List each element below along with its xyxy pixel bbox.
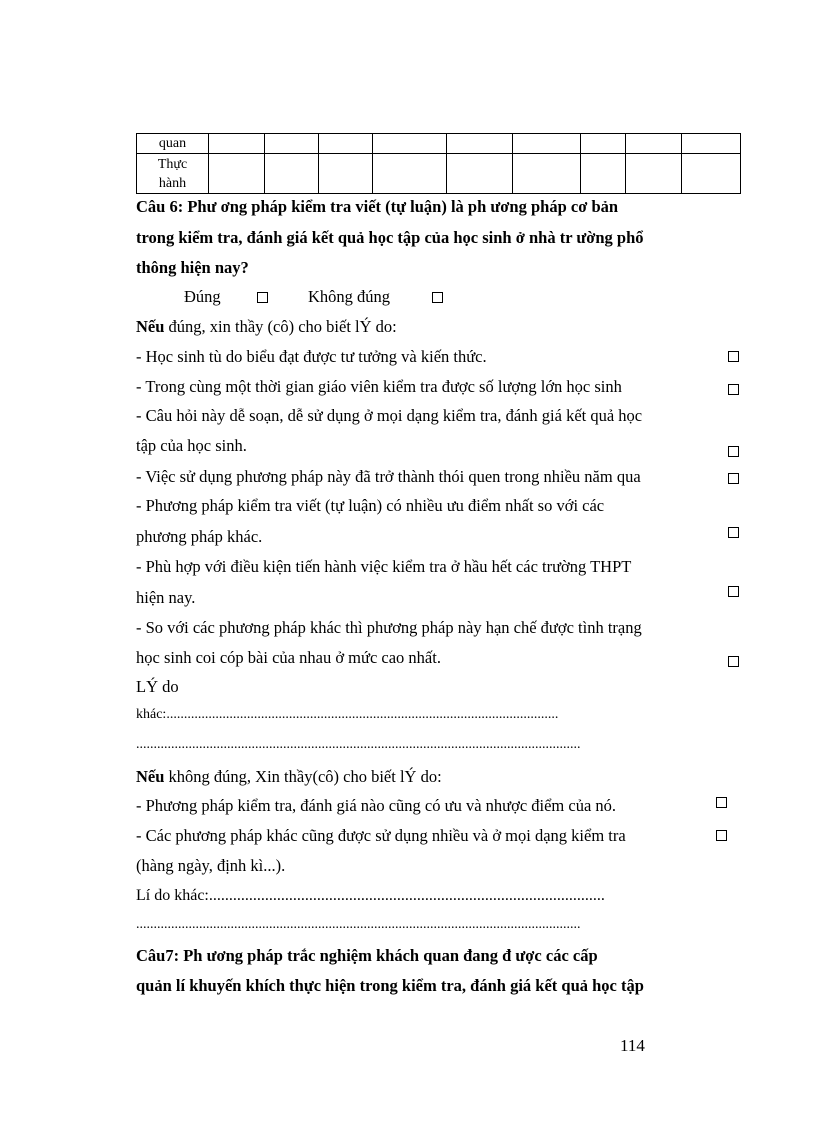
page-number: 114 (620, 1036, 645, 1055)
survey-table (136, 133, 741, 194)
question-6-line-3: thông hiện nay? (136, 258, 249, 277)
no-reason-2-checkbox[interactable] (716, 830, 727, 841)
reason-7-line-2: học sinh coi cóp bài của nhau ở mức cao nhất. (136, 648, 441, 667)
reason-7-line-1: - So với các phương pháp khác thì phương pháp này hạn chế được tình trạng (136, 618, 642, 637)
reason-6-line-1: - Phù hợp với điều kiện tiến hành việc kiểm tra ở hầu hết các trường THPT (136, 557, 632, 576)
option-no-label: Không đúng (308, 287, 391, 306)
no-reason-2-line-2: (hàng ngày, định kì...). (136, 856, 286, 875)
if-no-heading: Nếu không đúng, Xin thầy(cô) cho biết lÝ do: (136, 767, 442, 786)
reason-7-checkbox[interactable] (728, 656, 739, 667)
option-yes-label: Đúng (184, 287, 221, 306)
reason-2: - Trong cùng một thời gian giáo viên kiểm tra được số lượng lớn học sinh (136, 377, 622, 396)
no-reason-2-line-1: - Các phương pháp khác cũng được sử dụng nhiều và ở mọi dạng kiểm tra (136, 826, 626, 845)
question-6-line-2: trong kiểm tra, đánh giá kết quả học tập của học sinh ở nhà tr ường phổ (136, 228, 644, 247)
table-cell-label: Thực hành (137, 154, 209, 194)
no-reason-1: - Phương pháp kiểm tra, đánh giá nào cũng có ưu và nhược điểm của nó. (136, 796, 617, 815)
reason-4: - Việc sử dụng phương pháp này đã trở thành thói quen trong nhiều năm qua (136, 467, 641, 486)
question-7-line-2: quản lí khuyến khích thực hiện trong kiểm tra, đánh giá kết quả học tập (136, 976, 644, 995)
reason-1: - Học sinh tù do biểu đạt được tư tưởng và kiến thức. (136, 347, 487, 366)
question-6-line-1: Câu 6: Phư ơng pháp kiểm tra viết (tự luận) là ph ương pháp cơ bản (136, 197, 619, 216)
question-7-line-1: Câu7: Ph ương pháp trắc nghiệm khách quan đang đ ược các cấp (136, 946, 598, 965)
no-reason-1-checkbox[interactable] (716, 797, 727, 808)
table-cell-label: quan (137, 134, 209, 154)
no-other-reason-field[interactable]: Lí do khác:................................................................................................... (136, 887, 605, 904)
reason-5-line-2: phương pháp khác. (136, 527, 263, 546)
reason-3-checkbox[interactable] (728, 446, 739, 457)
no-other-reason-dots[interactable]: ............................................................................................................................... (136, 917, 581, 932)
reason-1-checkbox[interactable] (728, 351, 739, 362)
reason-2-checkbox[interactable] (728, 384, 739, 395)
reason-3-line-2: tập của học sinh. (136, 436, 247, 455)
reason-6-checkbox[interactable] (728, 586, 739, 597)
option-no-checkbox[interactable] (432, 292, 443, 303)
reason-3-line-1: - Câu hỏi này dễ soạn, dễ sử dụng ở mọi dạng kiểm tra, đánh giá kết quả học (136, 406, 643, 425)
other-reason-dots[interactable]: ............................................................................................................................... (136, 737, 581, 752)
reason-6-line-2: hiện nay. (136, 588, 196, 607)
table-row (137, 154, 741, 194)
reason-4-checkbox[interactable] (728, 473, 739, 484)
reason-5-checkbox[interactable] (728, 527, 739, 538)
other-reason-label: LÝ do (136, 677, 179, 696)
reason-5-line-1: - Phương pháp kiểm tra viết (tự luận) có nhiều ưu điểm nhất so với các (136, 496, 605, 515)
if-yes-heading: Nếu đúng, xin thầy (cô) cho biết lÝ do: (136, 317, 397, 336)
other-reason-field[interactable]: khác:................................................................................................................ (136, 707, 559, 722)
option-yes-checkbox[interactable] (257, 292, 268, 303)
table-row (137, 134, 741, 154)
